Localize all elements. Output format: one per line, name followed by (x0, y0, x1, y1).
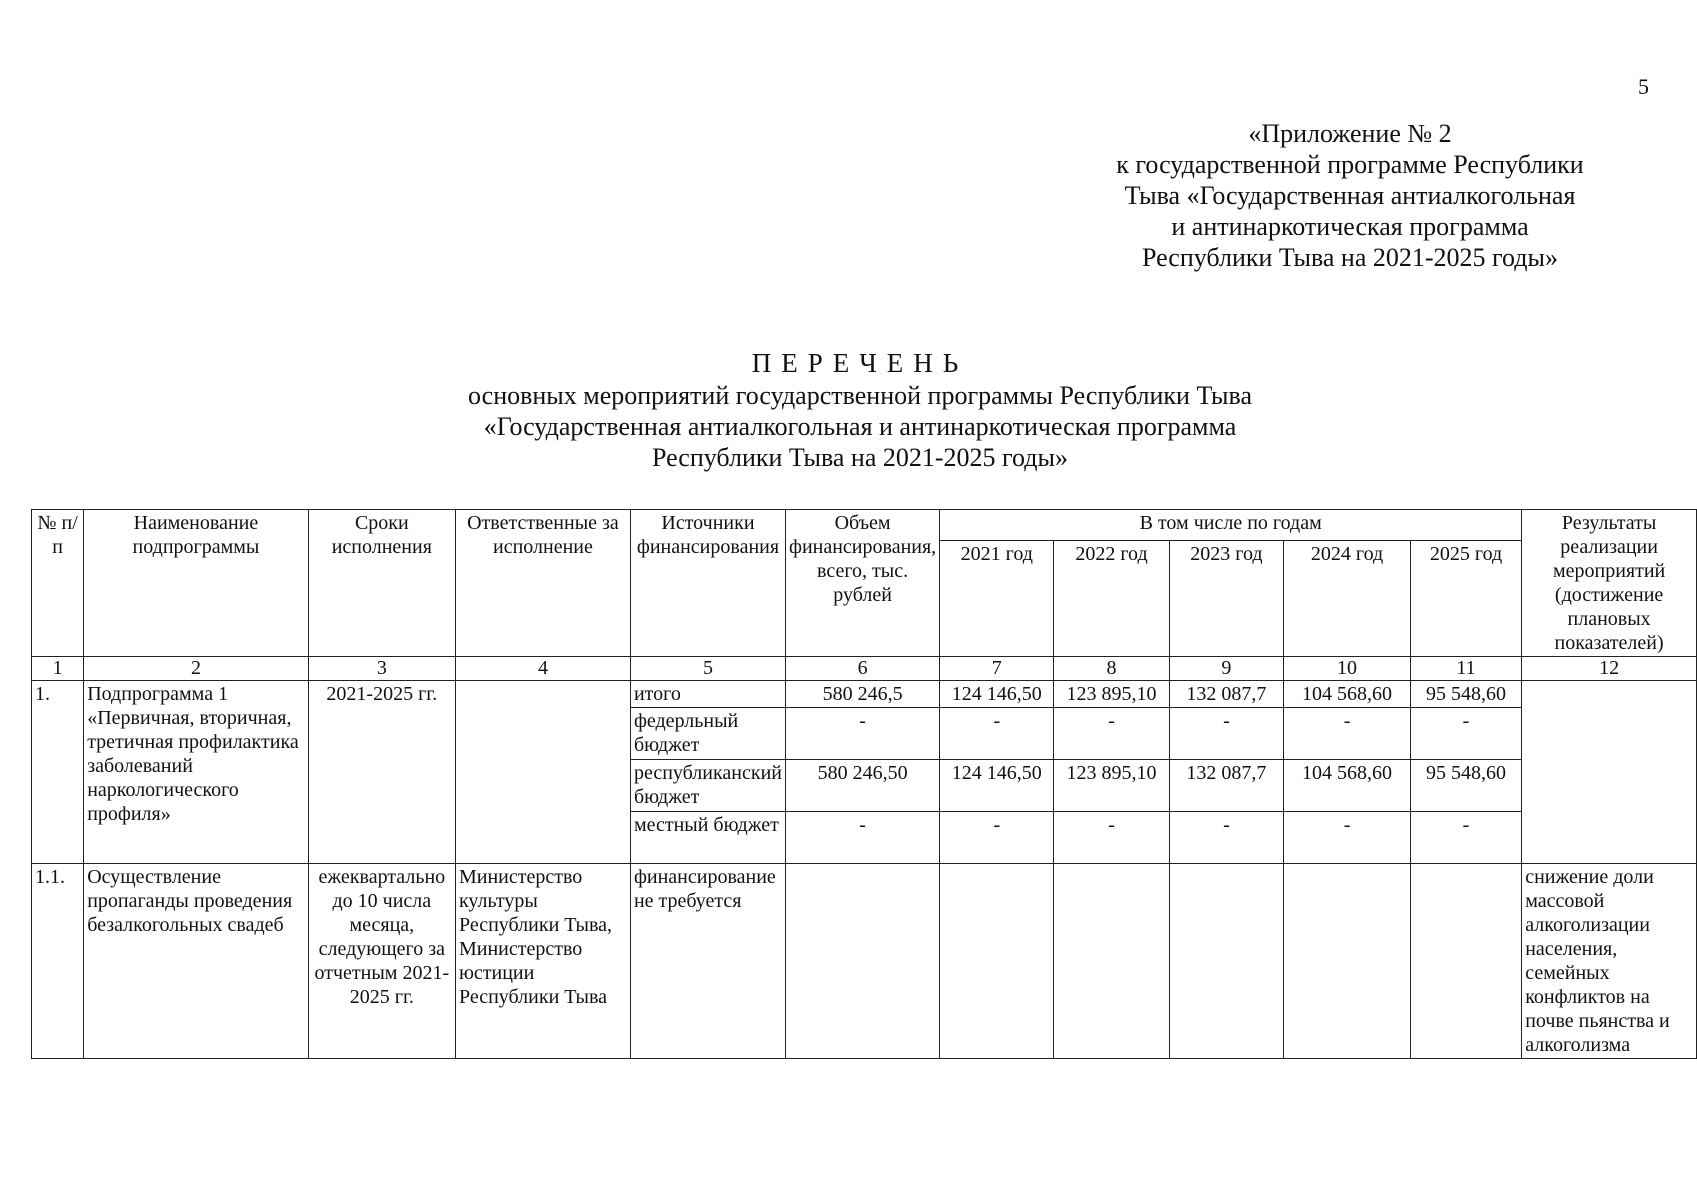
source-y2024: 104 568,60 (1284, 681, 1411, 708)
source-y2022: - (1054, 812, 1169, 864)
source-total: 580 246,5 (785, 681, 939, 708)
row-sources: финансирование не требуется (630, 864, 785, 1059)
source-total: - (785, 708, 939, 760)
column-number: 5 (630, 657, 785, 681)
title-main: ПЕРЕЧЕНЬ (751, 348, 969, 378)
row-name: Осуществление пропаганды проведения безалкогольных свадеб (84, 864, 309, 1059)
title-line: «Государственная антиалкогольная и антинаркотическая программа (483, 412, 1237, 441)
source-y2021: - (940, 812, 1054, 864)
row-name: Подпрограмма 1 «Первичная, вторичная, третичная профилактика заболеваний наркологического профиля» (84, 681, 309, 864)
empty-cell (940, 864, 1054, 1059)
row-responsible: Министерство культуры Республики Тыва, Министерство юстиции Республики Тыва (455, 864, 630, 1059)
source-y2024: - (1284, 812, 1411, 864)
source-y2021: 124 146,50 (940, 760, 1054, 812)
document-title (380, 346, 1340, 473)
header-results: Результаты реализации мероприятий (достижение плановых показателей) (1522, 510, 1697, 657)
appendix-line: Тыва «Государственная антиалкогольная (1124, 181, 1576, 210)
empty-cell (785, 864, 939, 1059)
header-year-2022: 2022 год (1054, 541, 1169, 657)
row-terms: 2021-2025 гг. (308, 681, 455, 864)
row-results: снижение доли массовой алкоголизации населения, семейных конфликтов на почве пьянства и алкоголизма (1522, 864, 1697, 1059)
source-y2024: 104 568,60 (1284, 760, 1411, 812)
empty-cell (1284, 864, 1411, 1059)
empty-cell (1169, 864, 1284, 1059)
header-terms: Сроки исполнения (308, 510, 455, 657)
source-y2025: - (1410, 812, 1521, 864)
source-label: итого (630, 681, 785, 708)
source-y2025: 95 548,60 (1410, 760, 1521, 812)
column-number: 3 (308, 657, 455, 681)
source-label: местный бюджет (630, 812, 785, 864)
source-y2024: - (1284, 708, 1411, 760)
row-terms: ежеквартально до 10 числа месяца, следующего за отчетным 2021-2025 гг. (308, 864, 455, 1059)
appendix-heading (1100, 118, 1600, 273)
column-number-row (32, 657, 1697, 681)
appendix-line: Республики Тыва на 2021-2025 годы» (1141, 243, 1559, 272)
row-results (1522, 681, 1697, 864)
title-line: основных мероприятий государственной программы Республики Тыва (468, 381, 1252, 410)
header-year-2021: 2021 год (940, 541, 1054, 657)
row-num: 1.1. (32, 864, 84, 1059)
column-number: 10 (1284, 657, 1411, 681)
source-y2023: 132 087,7 (1169, 760, 1284, 812)
source-y2025: 95 548,60 (1410, 681, 1521, 708)
source-y2023: - (1169, 812, 1284, 864)
table-row (32, 681, 1697, 708)
source-y2023: 132 087,7 (1169, 681, 1284, 708)
header-sources: Источники финансирования (630, 510, 785, 657)
source-y2021: - (940, 708, 1054, 760)
column-number: 9 (1169, 657, 1284, 681)
page-number: 5 (1638, 74, 1649, 99)
source-y2023: - (1169, 708, 1284, 760)
header-volume: Объем финансирования, всего, тыс. рублей (785, 510, 939, 657)
source-total: 580 246,50 (785, 760, 939, 812)
column-number: 1 (32, 657, 84, 681)
appendix-line: к государственной программе Республики (1116, 150, 1584, 179)
header-by-years: В том числе по годам (940, 510, 1522, 541)
appendix-line: и антинаркотическая программа (1171, 212, 1529, 241)
source-label: республиканский бюджет (630, 760, 785, 812)
header-year-2025: 2025 год (1410, 541, 1521, 657)
appendix-line: «Приложение № 2 (1248, 119, 1452, 148)
column-number: 2 (84, 657, 309, 681)
source-y2022: 123 895,10 (1054, 760, 1169, 812)
header-responsible: Ответственные за исполнение (455, 510, 630, 657)
empty-cell (1410, 864, 1521, 1059)
column-number: 12 (1522, 657, 1697, 681)
source-y2021: 124 146,50 (940, 681, 1054, 708)
source-y2022: 123 895,10 (1054, 681, 1169, 708)
source-label: федерльный бюджет (630, 708, 785, 760)
source-total: - (785, 812, 939, 864)
column-number: 6 (785, 657, 939, 681)
table-row (32, 864, 1697, 1059)
column-number: 11 (1410, 657, 1521, 681)
header-num: № п/п (32, 510, 84, 657)
row-num: 1. (32, 681, 84, 864)
source-y2022: - (1054, 708, 1169, 760)
row-responsible (455, 681, 630, 864)
column-number: 7 (940, 657, 1054, 681)
header-year-2023: 2023 год (1169, 541, 1284, 657)
header-year-2024: 2024 год (1284, 541, 1411, 657)
column-number: 4 (455, 657, 630, 681)
header-name: Наименование подпрограммы (84, 510, 309, 657)
activities-table (31, 509, 1697, 1059)
title-line: Республики Тыва на 2021-2025 годы» (651, 443, 1069, 472)
column-number: 8 (1054, 657, 1169, 681)
source-y2025: - (1410, 708, 1521, 760)
empty-cell (1054, 864, 1169, 1059)
